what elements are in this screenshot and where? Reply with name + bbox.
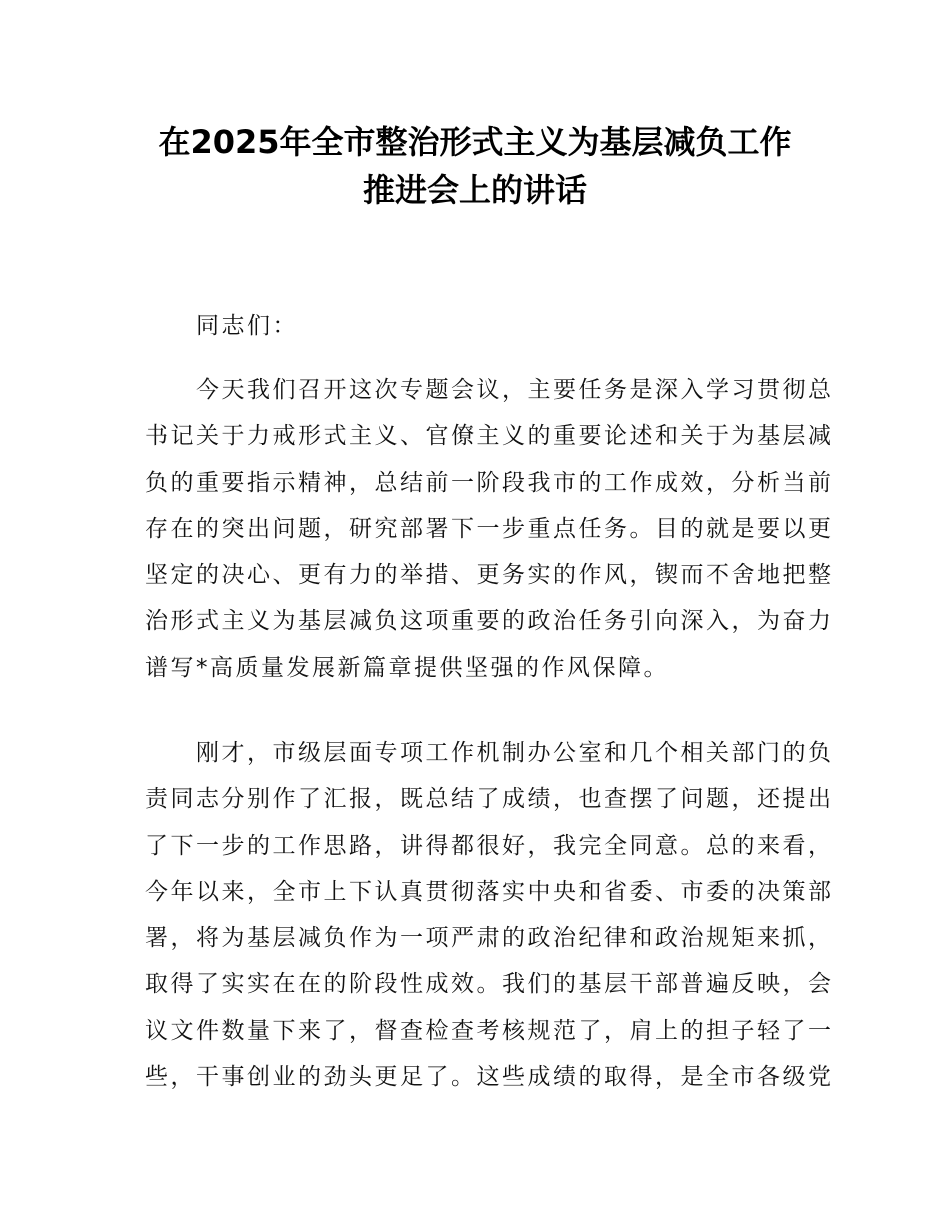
salutation-text: 同志们：	[196, 313, 298, 339]
paragraph-line: 署，将为基层减负作为一项严肃的政治纪律和政治规矩来抓，	[145, 925, 834, 952]
paragraph-line: 取得了实实在在的阶段性成效。我们的基层干部普遍反映，会	[145, 971, 834, 998]
document-title	[0, 118, 950, 214]
paragraph-1	[145, 367, 834, 691]
paragraph-line: 存在的突出问题，研究部署下一步重点任务。目的就是要以更	[145, 515, 834, 542]
paragraph-line: 负的重要指示精神，总结前一阶段我市的工作成效，分析当前	[145, 469, 834, 496]
title-line-2: 推进会上的讲话	[362, 171, 587, 209]
paragraph-line: 议文件数量下来了，督查检查考核规范了，肩上的担子轻了一	[145, 1017, 834, 1044]
paragraph-2	[145, 730, 834, 1100]
paragraph-line: 刚才，市级层面专项工作机制办公室和几个相关部门的负	[196, 740, 834, 766]
title-line-1: 在2025年全市整治形式主义为基层减负工作	[158, 123, 792, 161]
paragraph-line: 些，干事创业的劲头更足了。这些成绩的取得，是全市各级党	[145, 1064, 834, 1091]
paragraph-line: 了下一步的工作思路，讲得都很好，我完全同意。总的来看，	[145, 832, 834, 859]
salutation	[145, 303, 809, 349]
paragraph-line: 坚定的决心、更有力的举措、更务实的作风，锲而不舍地把整	[145, 562, 834, 589]
paragraph-line: 书记关于力戒形式主义、官僚主义的重要论述和关于为基层减	[145, 423, 834, 450]
paragraph-line: 治形式主义为基层减负这项重要的政治任务引向深入，为奋力	[145, 608, 834, 635]
paragraph-line: 责同志分别作了汇报，既总结了成绩，也查摆了问题，还提出	[145, 786, 834, 813]
paragraph-line: 谱写*高质量发展新篇章提供坚强的作风保障。	[145, 654, 669, 681]
paragraph-line: 今年以来，全市上下认真贯彻落实中央和省委、市委的决策部	[145, 878, 834, 905]
paragraph-line: 今天我们召开这次专题会议，主要任务是深入学习贯彻总	[196, 377, 834, 403]
